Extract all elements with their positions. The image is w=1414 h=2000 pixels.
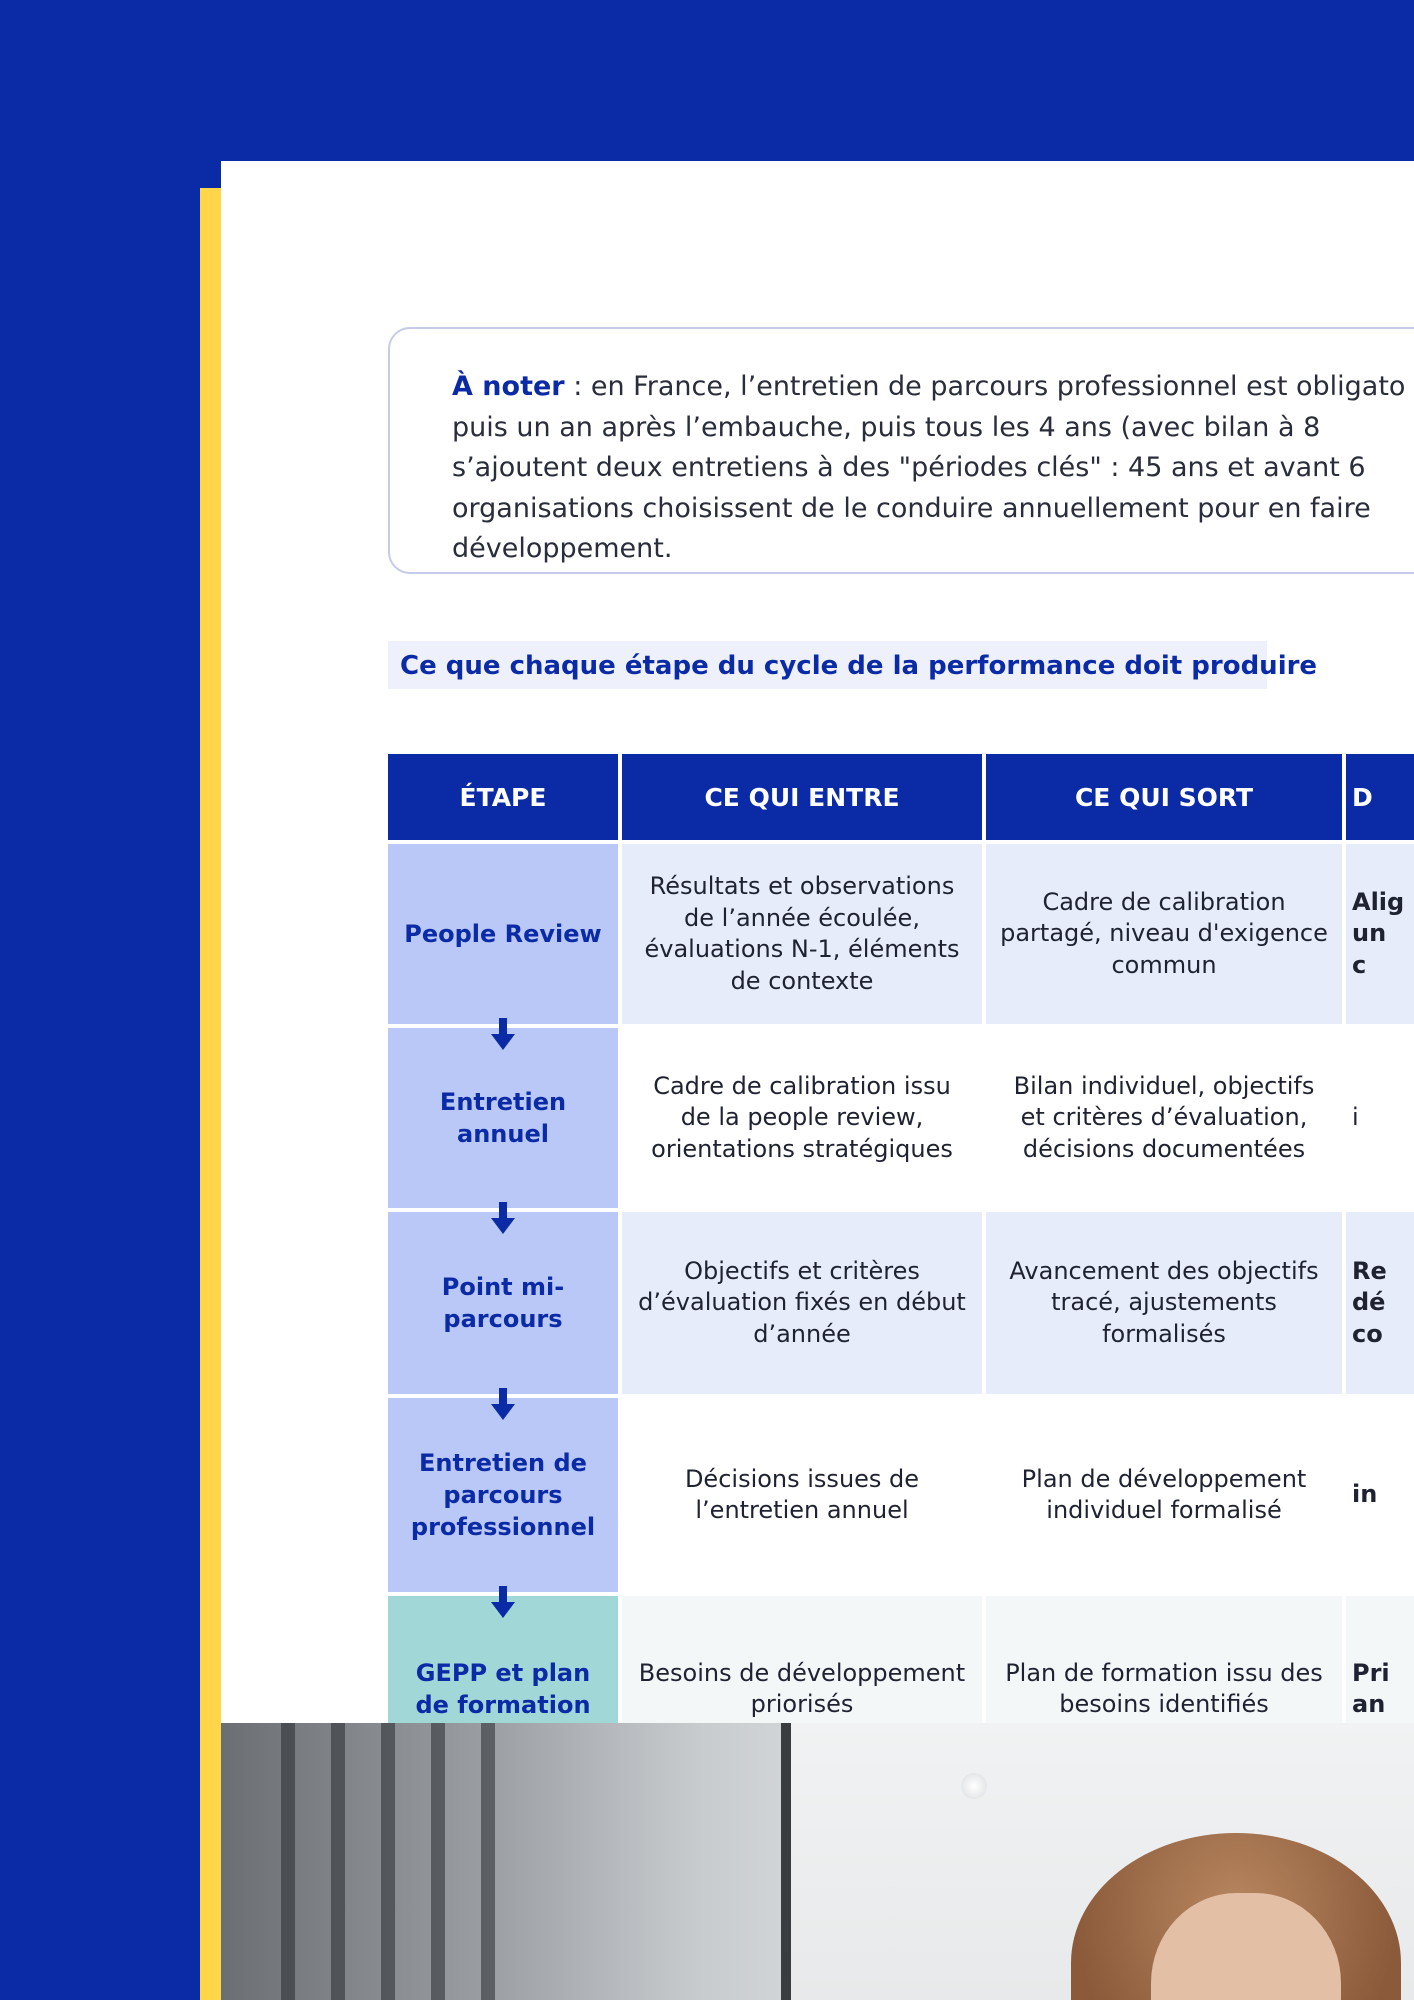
arrow-down-icon [491, 1388, 515, 1422]
table-row [388, 844, 1414, 1024]
arrow-down-icon [491, 1202, 515, 1236]
table-row [388, 1398, 1414, 1592]
header-ce-qui-entre: CE QUI ENTRE [622, 754, 982, 840]
background-photo [221, 1723, 1414, 2000]
cell-outputs: Bilan individuel, objectifs et critères d’évaluation, décisions documentées [986, 1028, 1342, 1208]
cell-inputs: Objectifs et critères d’évaluation fixés en début d’année [622, 1212, 982, 1394]
header-d: D [1346, 754, 1414, 840]
header-ce-qui-sort: CE QUI SORT [986, 754, 1342, 840]
cell-outputs: Plan de formation issu des besoins identifiés [986, 1596, 1342, 1782]
stage-point-mi-parcours: Point mi-parcours [388, 1212, 618, 1394]
table-header-row [388, 754, 1414, 840]
note-line-5: développement. [452, 533, 673, 564]
cell-extra: i [1346, 1028, 1414, 1208]
stage-gepp: GEPP et plan de formation [388, 1596, 618, 1782]
cell-extra: Alig un c [1346, 844, 1414, 1024]
stage-entretien-annuel: Entretien annuel [388, 1028, 618, 1208]
yellow-accent-bar [200, 188, 222, 2000]
header-etape: ÉTAPE [388, 754, 618, 840]
note-line-1: À noter : en France, l’entretien de parcours professionnel est obligato [452, 371, 1406, 402]
note-box [388, 327, 1414, 574]
document-page [221, 161, 1414, 2000]
note-line-2: puis un an après l’embauche, puis tous les 4 ans (avec bilan à 8 [452, 411, 1321, 443]
table-row [388, 1212, 1414, 1394]
note-line-4: organisations choisissent de le conduire annuellement pour en faire [452, 492, 1371, 524]
cell-extra: Pri an [1346, 1596, 1414, 1782]
cell-outputs: Plan de développement individuel formalisé [986, 1398, 1342, 1592]
cell-inputs: Décisions issues de l’entretien annuel [622, 1398, 982, 1592]
cell-inputs: Résultats et observations de l’année écoulée, évaluations N-1, éléments de contexte [622, 844, 982, 1024]
note-line-3: s’ajoutent deux entretiens à des "périodes clés" : 45 ans et avant 6 [452, 452, 1366, 483]
stage-entretien-parcours: Entretien de parcours professionnel [388, 1398, 618, 1592]
cell-outputs: Cadre de calibration partagé, niveau d'exigence commun [986, 844, 1342, 1024]
arrow-down-icon [491, 1586, 515, 1620]
cell-inputs: Besoins de développement priorisés [622, 1596, 982, 1782]
arrow-down-icon [491, 1018, 515, 1052]
cell-extra: Re dé co [1346, 1212, 1414, 1394]
table-row [388, 1028, 1414, 1208]
stage-people-review: People Review [388, 844, 618, 1024]
note-lead: À noter [452, 371, 565, 402]
cell-outputs: Avancement des objectifs tracé, ajustements formalisés [986, 1212, 1342, 1394]
cell-extra: in [1346, 1398, 1414, 1592]
performance-cycle-table [384, 750, 1414, 1786]
section-title: Ce que chaque étape du cycle de la performance doit produire [388, 641, 1267, 689]
cell-inputs: Cadre de calibration issu de la people review, orientations stratégiques [622, 1028, 982, 1208]
